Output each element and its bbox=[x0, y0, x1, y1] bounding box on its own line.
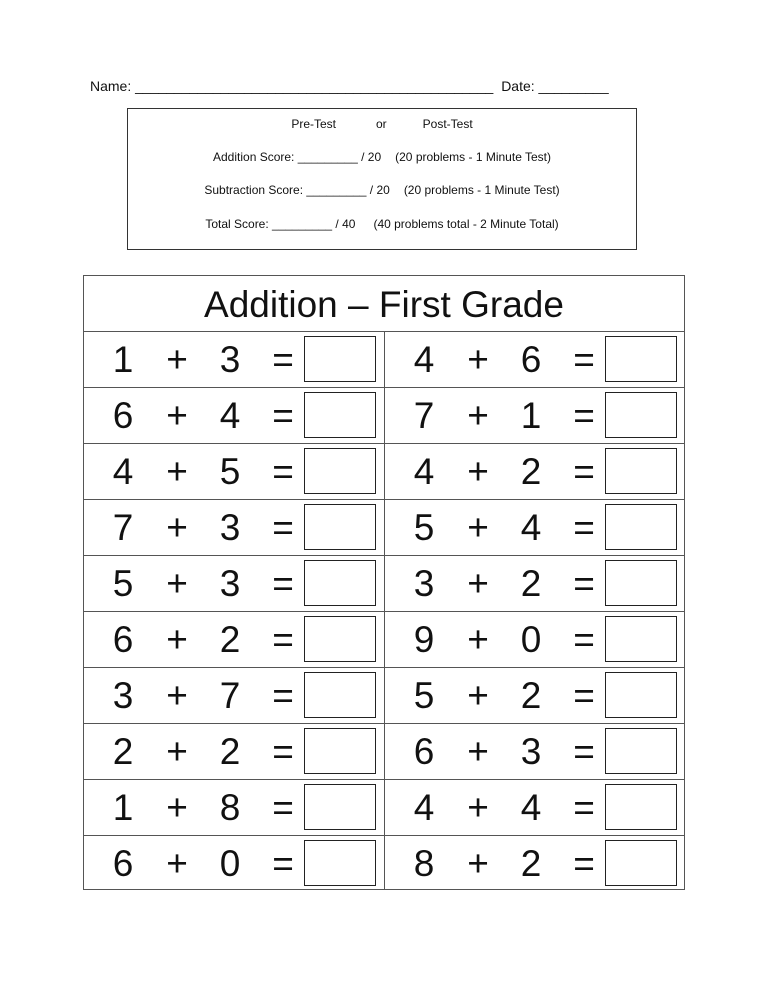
problem-right bbox=[385, 724, 685, 780]
equals-sign: = bbox=[573, 619, 595, 660]
plus-sign: + bbox=[166, 843, 188, 884]
second-addend: 4 bbox=[520, 507, 542, 548]
problem-right bbox=[385, 332, 685, 388]
problem-row bbox=[84, 500, 684, 556]
equals-sign: = bbox=[573, 339, 595, 380]
plus-sign: + bbox=[467, 731, 489, 772]
first-addend: 6 bbox=[413, 731, 435, 772]
problem-right bbox=[385, 556, 685, 612]
addition-score-note: (20 problems - 1 Minute Test) bbox=[395, 150, 551, 164]
plus-sign: + bbox=[467, 395, 489, 436]
plus-sign: + bbox=[166, 451, 188, 492]
second-addend: 2 bbox=[219, 731, 241, 772]
equals-sign: = bbox=[272, 451, 294, 492]
answer-box[interactable] bbox=[605, 448, 677, 494]
second-addend: 2 bbox=[520, 451, 542, 492]
answer-box[interactable] bbox=[304, 336, 376, 382]
problem-left bbox=[84, 556, 384, 612]
equals-sign: = bbox=[573, 563, 595, 604]
equals-sign: = bbox=[573, 395, 595, 436]
first-addend: 2 bbox=[112, 731, 134, 772]
or-label: or bbox=[376, 117, 387, 131]
subtraction-score-label: Subtraction Score: _________ / 20 bbox=[204, 183, 390, 197]
first-addend: 6 bbox=[112, 843, 134, 884]
problem-right bbox=[385, 836, 685, 892]
plus-sign: + bbox=[467, 787, 489, 828]
problem-left bbox=[84, 388, 384, 444]
first-addend: 4 bbox=[112, 451, 134, 492]
second-addend: 4 bbox=[520, 787, 542, 828]
second-addend: 1 bbox=[520, 395, 542, 436]
total-score-row bbox=[128, 217, 636, 231]
second-addend: 3 bbox=[219, 339, 241, 380]
plus-sign: + bbox=[166, 339, 188, 380]
problem-grid bbox=[83, 275, 685, 890]
problem-left bbox=[84, 724, 384, 780]
plus-sign: + bbox=[467, 675, 489, 716]
first-addend: 1 bbox=[112, 787, 134, 828]
answer-box[interactable] bbox=[304, 784, 376, 830]
plus-sign: + bbox=[166, 787, 188, 828]
second-addend: 0 bbox=[219, 843, 241, 884]
second-addend: 7 bbox=[219, 675, 241, 716]
answer-box[interactable] bbox=[304, 392, 376, 438]
answer-box[interactable] bbox=[605, 728, 677, 774]
equals-sign: = bbox=[272, 675, 294, 716]
first-addend: 9 bbox=[413, 619, 435, 660]
first-addend: 6 bbox=[112, 395, 134, 436]
plus-sign: + bbox=[166, 507, 188, 548]
answer-box[interactable] bbox=[605, 560, 677, 606]
plus-sign: + bbox=[166, 731, 188, 772]
second-addend: 8 bbox=[219, 787, 241, 828]
first-addend: 5 bbox=[413, 675, 435, 716]
first-addend: 3 bbox=[112, 675, 134, 716]
second-addend: 2 bbox=[520, 675, 542, 716]
header-line bbox=[90, 78, 690, 98]
answer-box[interactable] bbox=[605, 336, 677, 382]
problem-row bbox=[84, 444, 684, 500]
answer-box[interactable] bbox=[605, 504, 677, 550]
problem-right bbox=[385, 388, 685, 444]
problem-left bbox=[84, 500, 384, 556]
equals-sign: = bbox=[272, 507, 294, 548]
second-addend: 4 bbox=[219, 395, 241, 436]
pre-test-label: Pre-Test bbox=[291, 117, 336, 131]
first-addend: 4 bbox=[413, 451, 435, 492]
answer-box[interactable] bbox=[304, 728, 376, 774]
second-addend: 0 bbox=[520, 619, 542, 660]
score-box bbox=[127, 108, 637, 250]
first-addend: 4 bbox=[413, 787, 435, 828]
test-type-row bbox=[128, 117, 636, 131]
equals-sign: = bbox=[573, 787, 595, 828]
first-addend: 5 bbox=[413, 507, 435, 548]
problem-row bbox=[84, 836, 684, 892]
problem-right bbox=[385, 444, 685, 500]
problem-left bbox=[84, 612, 384, 668]
plus-sign: + bbox=[166, 563, 188, 604]
total-score-note: (40 problems total - 2 Minute Total) bbox=[373, 217, 559, 231]
addition-score-row bbox=[128, 150, 636, 164]
problem-row bbox=[84, 668, 684, 724]
equals-sign: = bbox=[573, 843, 595, 884]
worksheet-title: Addition – First Grade bbox=[84, 276, 684, 332]
equals-sign: = bbox=[573, 731, 595, 772]
answer-box[interactable] bbox=[304, 560, 376, 606]
first-addend: 1 bbox=[112, 339, 134, 380]
equals-sign: = bbox=[272, 619, 294, 660]
first-addend: 7 bbox=[112, 507, 134, 548]
problem-left bbox=[84, 444, 384, 500]
problem-left bbox=[84, 332, 384, 388]
problem-row bbox=[84, 724, 684, 780]
plus-sign: + bbox=[467, 507, 489, 548]
first-addend: 5 bbox=[112, 563, 134, 604]
problem-right bbox=[385, 668, 685, 724]
answer-box[interactable] bbox=[605, 784, 677, 830]
problem-left bbox=[84, 668, 384, 724]
problem-row bbox=[84, 780, 684, 836]
plus-sign: + bbox=[467, 843, 489, 884]
plus-sign: + bbox=[467, 563, 489, 604]
equals-sign: = bbox=[272, 843, 294, 884]
addition-score-label: Addition Score: _________ / 20 bbox=[213, 150, 382, 164]
equals-sign: = bbox=[272, 563, 294, 604]
second-addend: 2 bbox=[520, 843, 542, 884]
plus-sign: + bbox=[467, 619, 489, 660]
plus-sign: + bbox=[166, 619, 188, 660]
problem-row bbox=[84, 556, 684, 612]
second-addend: 5 bbox=[219, 451, 241, 492]
subtraction-score-row bbox=[128, 183, 636, 197]
name-field-label[interactable]: Name: ______________________________________________ bbox=[90, 78, 494, 94]
equals-sign: = bbox=[272, 395, 294, 436]
second-addend: 3 bbox=[219, 507, 241, 548]
problem-row bbox=[84, 612, 684, 668]
second-addend: 2 bbox=[219, 619, 241, 660]
second-addend: 6 bbox=[520, 339, 542, 380]
problem-row bbox=[84, 332, 684, 388]
first-addend: 7 bbox=[413, 395, 435, 436]
second-addend: 2 bbox=[520, 563, 542, 604]
total-score-label: Total Score: _________ / 40 bbox=[205, 217, 356, 231]
equals-sign: = bbox=[573, 451, 595, 492]
answer-box[interactable] bbox=[304, 504, 376, 550]
equals-sign: = bbox=[272, 731, 294, 772]
problem-left bbox=[84, 780, 384, 836]
equals-sign: = bbox=[573, 675, 595, 716]
subtraction-score-note: (20 problems - 1 Minute Test) bbox=[403, 183, 560, 197]
second-addend: 3 bbox=[219, 563, 241, 604]
first-addend: 8 bbox=[413, 843, 435, 884]
answer-box[interactable] bbox=[304, 840, 376, 886]
first-addend: 6 bbox=[112, 619, 134, 660]
first-addend: 3 bbox=[413, 563, 435, 604]
answer-box[interactable] bbox=[605, 840, 677, 886]
answer-box[interactable] bbox=[605, 672, 677, 718]
answer-box[interactable] bbox=[304, 672, 376, 718]
date-field-label[interactable]: Date: _________ bbox=[501, 78, 609, 94]
answer-box[interactable] bbox=[304, 448, 376, 494]
answer-box[interactable] bbox=[605, 392, 677, 438]
problem-right bbox=[385, 780, 685, 836]
plus-sign: + bbox=[166, 675, 188, 716]
answer-box[interactable] bbox=[304, 616, 376, 662]
equals-sign: = bbox=[272, 339, 294, 380]
problem-right bbox=[385, 500, 685, 556]
problem-left bbox=[84, 836, 384, 892]
answer-box[interactable] bbox=[605, 616, 677, 662]
first-addend: 4 bbox=[413, 339, 435, 380]
plus-sign: + bbox=[467, 451, 489, 492]
plus-sign: + bbox=[467, 339, 489, 380]
post-test-label: Post-Test bbox=[422, 117, 473, 131]
problem-row bbox=[84, 388, 684, 444]
problem-right bbox=[385, 612, 685, 668]
plus-sign: + bbox=[166, 395, 188, 436]
equals-sign: = bbox=[272, 787, 294, 828]
second-addend: 3 bbox=[520, 731, 542, 772]
equals-sign: = bbox=[573, 507, 595, 548]
